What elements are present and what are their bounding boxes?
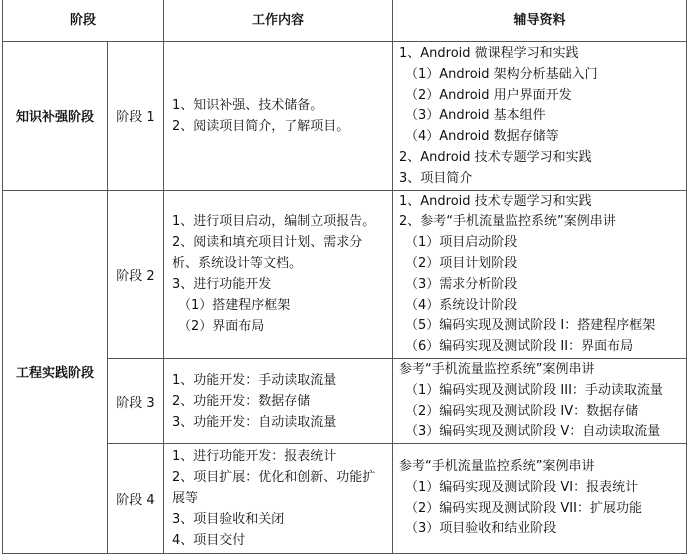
reference-cell	[393, 42, 687, 191]
work-line: 1、知识补强、技术储备。	[172, 97, 324, 113]
phase-cell: 知识补强阶段	[3, 42, 108, 191]
reference-line: 1、Android 微课程学习和实践	[399, 46, 579, 61]
reference-line: 参考“手机流量监控系统”案例串讲	[399, 361, 595, 377]
table-row	[3, 190, 687, 358]
reference-line: （1）编码实现及测试阶段 VI：报表统计	[405, 479, 639, 495]
reference-cell	[393, 444, 687, 554]
work-cell	[164, 444, 393, 554]
reference-line: （3）Android 基本组件	[405, 108, 546, 124]
phase-cell: 工程实践阶段	[3, 190, 108, 554]
work-line: 2、项目扩展：优化和创新、功能扩展等	[172, 470, 376, 507]
work-line: 1、功能开发：手动读取流量	[172, 372, 337, 388]
training-plan-table	[2, 0, 687, 554]
reference-line: （4）Android 数据存储等	[405, 129, 559, 145]
header-phase: 阶段	[3, 0, 164, 42]
reference-line: 1、Android 技术专题学习和实践	[399, 193, 592, 209]
work-cell	[164, 42, 393, 191]
work-line: 2、功能开发：数据存储	[172, 393, 311, 409]
table-row	[3, 42, 687, 191]
reference-line: （2）编码实现及测试阶段 IV：数据存储	[405, 403, 639, 419]
header-work: 工作内容	[164, 0, 393, 42]
reference-line: 3、项目简介	[399, 170, 473, 186]
work-line: 1、进行功能开发：报表统计	[172, 449, 337, 465]
reference-line: 2、参考“手机流量监控系统”案例串讲	[399, 214, 616, 230]
reference-line: （2）项目计划阶段	[405, 255, 518, 271]
reference-line: （3）编码实现及测试阶段 V：自动读取流量	[405, 424, 661, 440]
reference-cell	[393, 358, 687, 443]
work-line: 3、项目验收和关闭	[172, 512, 285, 528]
table-header-row	[3, 0, 687, 42]
stage-cell: 阶段 1	[108, 42, 164, 191]
work-cell	[164, 358, 393, 443]
work-line: （1）搭建程序框架	[178, 298, 291, 314]
work-cell	[164, 190, 393, 358]
stage-cell: 阶段 4	[108, 444, 164, 554]
reference-cell	[393, 190, 687, 358]
reference-line: 2、Android 技术专题学习和实践	[399, 149, 592, 165]
work-line: 1、进行项目启动，编制立项报告。	[172, 214, 376, 230]
reference-line: 参考“手机流量监控系统”案例串讲	[399, 459, 595, 475]
work-line: （2）界面布局	[178, 319, 265, 335]
reference-line: （1）项目启动阶段	[405, 235, 518, 251]
reference-line: （1）编码实现及测试阶段 III：手动读取流量	[405, 382, 663, 398]
work-line: 3、功能开发：自动读取流量	[172, 414, 337, 430]
work-line: 4、项目交付	[172, 533, 246, 549]
stage-cell: 阶段 3	[108, 358, 164, 443]
work-line: 2、阅读和填充项目计划、需求分析、系统设计等文档。	[172, 235, 363, 272]
stage-cell: 阶段 2	[108, 190, 164, 358]
reference-line: （1）Android 架构分析基础入门	[405, 66, 598, 82]
reference-line: （3）项目验收和结业阶段	[405, 521, 557, 537]
work-line: 2、阅读项目简介，了解项目。	[172, 118, 350, 134]
reference-line: （2）编码实现及测试阶段 VII：扩展功能	[405, 500, 642, 516]
reference-line: （3）需求分析阶段	[405, 276, 518, 292]
header-reference: 辅导资料	[393, 0, 687, 42]
reference-line: （6）编码实现及测试阶段 II：界面布局	[405, 339, 634, 355]
reference-line: （4）系统设计阶段	[405, 297, 518, 313]
reference-line: （2）Android 用户界面开发	[405, 87, 572, 103]
work-line: 3、进行功能开发	[172, 277, 272, 293]
reference-line: （5）编码实现及测试阶段 I：搭建程序框架	[405, 318, 656, 334]
